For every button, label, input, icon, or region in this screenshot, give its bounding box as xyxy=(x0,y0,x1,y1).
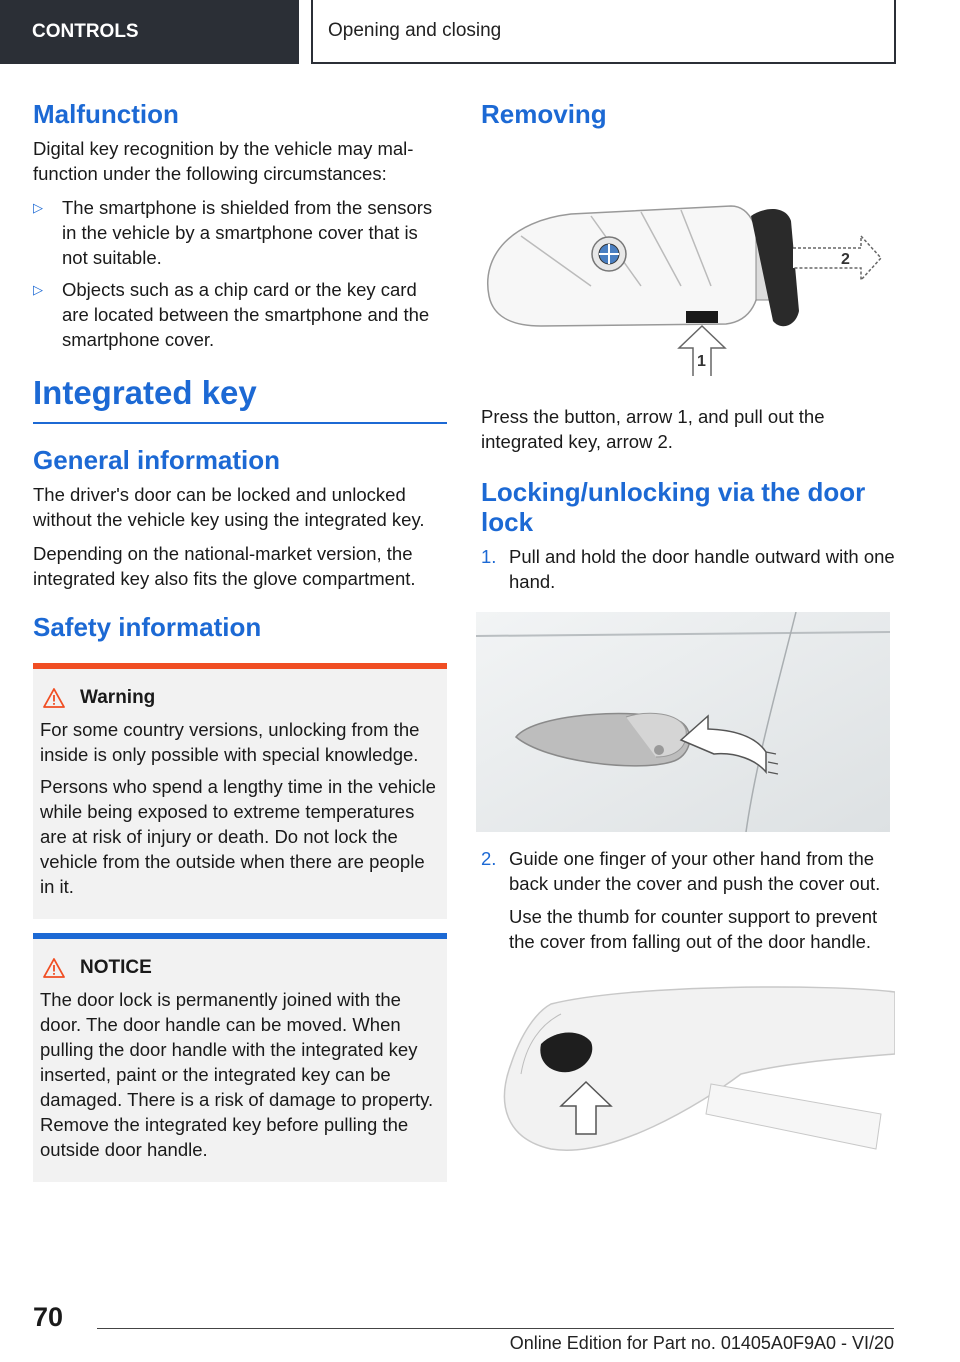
page-number: 70 xyxy=(33,1302,64,1332)
triangle-bullet-icon: ▷ xyxy=(33,199,43,215)
list-item xyxy=(33,195,447,270)
warning-triangle-icon xyxy=(43,688,65,708)
malfunction-intro: Digital key recognition by the vehicle may malfunction under the following circumstances: xyxy=(33,137,414,184)
warning-p1: For some country versions, unlocking from the inside is only possible with special knowledge. xyxy=(40,718,420,765)
notice-p1: The door lock is permanently joined with the door. The door handle can be moved. When pulling the door handle with the integrated key inserted, paint or the integrated key can be damaged. There is a risk of damage to property. Remove the integrated key before pulling the outside door handle. xyxy=(40,988,434,1160)
step-number: 2. xyxy=(481,847,497,869)
step-extra-text: Use the thumb for counter support to prevent the cover from falling out of the door handle. xyxy=(509,905,878,952)
general-info-p1: The driver's door can be locked and unlocked without the vehicle key using the integrated key. xyxy=(33,483,425,530)
removing-heading: Removing xyxy=(481,99,607,129)
left-column xyxy=(33,100,447,1182)
locking-heading: Locking/unlocking via the door lock xyxy=(481,476,866,537)
warning-title xyxy=(40,687,440,709)
removing-caption: Press the button, arrow 1, and pull out the integrated key, arrow 2. xyxy=(481,405,825,452)
step-text: Pull and hold the door handle outward with one hand. xyxy=(509,545,895,592)
notice-box xyxy=(33,933,447,1182)
list-item xyxy=(33,277,447,352)
list-item xyxy=(481,544,895,594)
locking-steps-continued xyxy=(481,846,895,954)
list-item-text: Objects such as a chip card or the key card are located between the smartphone and the smartphone cover. xyxy=(62,278,430,350)
warning-box xyxy=(33,663,447,919)
notice-title xyxy=(40,957,440,979)
step-text: Guide one finger of your other hand from the back under the cover and push the cover out. xyxy=(509,847,881,894)
warning-p2: Persons who spend a lengthy time in the vehicle while being exposed to extreme temperatures are at risk of injury or death. Do not lock the vehicle from the outside when there are people in it. xyxy=(40,775,436,897)
chapter-title: Opening and closing xyxy=(328,20,502,41)
integrated-key-heading: Integrated key xyxy=(33,374,447,424)
malfunction-heading: Malfunction xyxy=(33,99,179,129)
arrow-2-label: 2 xyxy=(841,250,850,268)
section-title: CONTROLS xyxy=(32,21,139,42)
malfunction-list xyxy=(33,195,447,352)
right-column xyxy=(481,100,895,1164)
safety-info-heading: Safety information xyxy=(33,611,262,642)
door-handle-illustration xyxy=(476,612,890,832)
triangle-bullet-icon: ▷ xyxy=(33,281,43,297)
footer-divider xyxy=(97,1328,894,1329)
warning-title-text: Warning xyxy=(80,686,156,708)
key-removal-illustration xyxy=(481,136,895,376)
arrow-1-label: 1 xyxy=(697,352,706,370)
list-item-text: The smartphone is shielded from the sensors in the vehicle by a smartphone cover that is not suitable. xyxy=(62,196,433,268)
door-handle-cover-illustration xyxy=(481,984,895,1164)
warning-triangle-icon xyxy=(43,958,65,978)
general-info-heading: General information xyxy=(33,444,281,475)
step-number: 1. xyxy=(481,545,497,567)
section-tab xyxy=(0,0,299,64)
chapter-tab xyxy=(311,0,896,64)
edition-note: Online Edition for Part no. 01405A0F9A0 - VI/20 xyxy=(509,1333,894,1353)
list-item xyxy=(481,846,895,954)
notice-title-text: NOTICE xyxy=(80,956,152,978)
general-info-p2: Depending on the national-market version, the integrated key also fits the glove compartment. xyxy=(33,542,416,589)
locking-steps xyxy=(481,544,895,594)
